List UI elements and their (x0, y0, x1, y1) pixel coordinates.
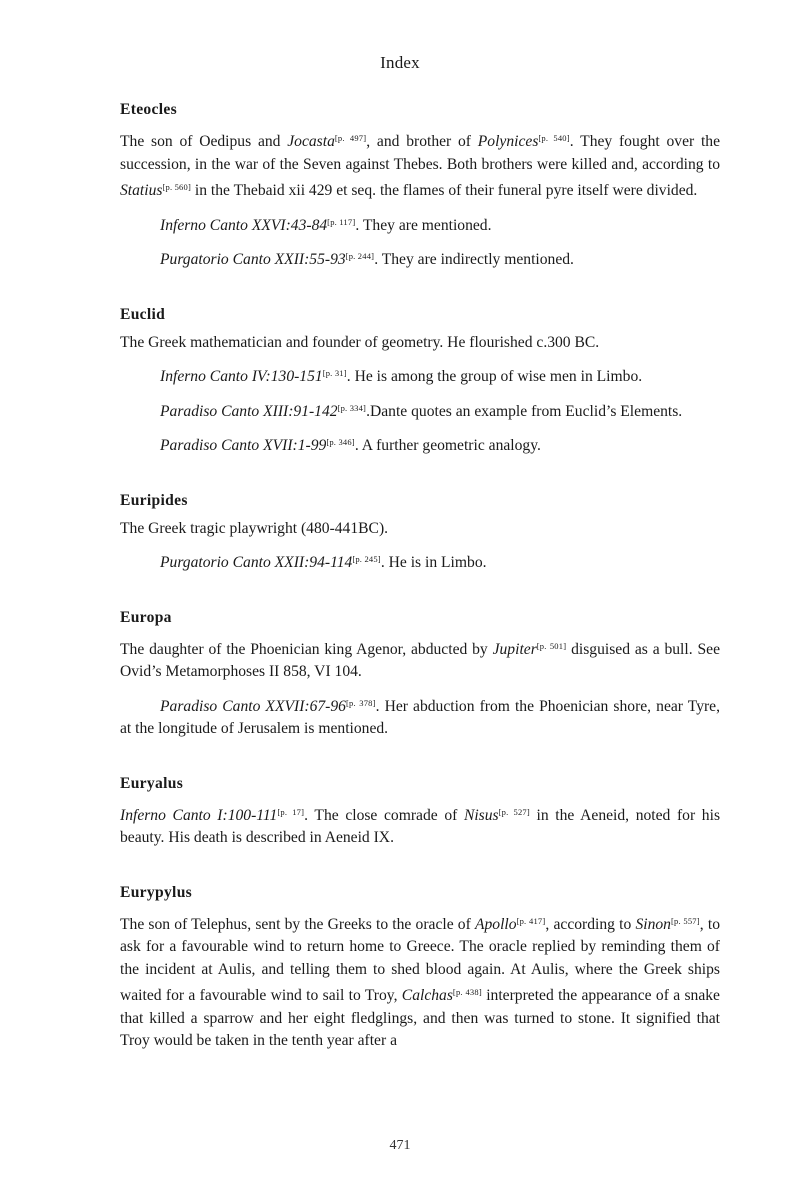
index-entry-euclid (120, 304, 720, 458)
text-run: . The close comrade of (304, 806, 464, 824)
page-reference: [p. 540] (538, 133, 570, 143)
cross-reference-link[interactable]: Apollo (474, 915, 517, 933)
index-entry-eurypylus (120, 882, 720, 1053)
entry-heading: Euryalus (120, 774, 184, 792)
text-run: in the Thebaid xii 429 et seq. the flames of their funeral pyre itself were divided. (190, 182, 698, 199)
text-run: . They are indirectly mentioned. (374, 251, 574, 268)
canto-reference (120, 397, 720, 424)
page-reference: [p. 17] (277, 806, 305, 817)
entry-heading: Europa (120, 608, 172, 626)
text-run: The son of Oedipus and (120, 133, 288, 150)
canto-reference (120, 548, 720, 575)
cross-reference-link[interactable]: Inferno Canto XXVI:43-84 (160, 216, 328, 234)
canto-reference (120, 245, 720, 272)
cross-reference-link[interactable]: Inferno Canto I:100-111 (120, 806, 278, 824)
entry-heading: Eurypylus (120, 883, 193, 901)
entry-description (120, 332, 720, 355)
page-reference: [p. 378] (345, 697, 376, 708)
cross-reference-link[interactable]: Paradiso Canto XXVII:67-96 (160, 697, 346, 715)
entry-heading: Euripides (120, 491, 188, 509)
canto-reference (120, 362, 720, 389)
cross-reference-link[interactable]: Sinon (635, 915, 671, 933)
text-run: in the Aeneid, noted for his beauty. His death is described in Aeneid IX. (120, 806, 721, 846)
text-run: The Greek tragic playwright (480-441BC). (120, 519, 389, 537)
text-run: interpreted the appearance of a snake that killed a sparrow and her eight fledglings, and then was turned to stone. It signified that Troy would be taken in the tenth year after a (120, 987, 720, 1049)
cross-reference-link[interactable]: Purgatorio Canto XXII:55-93 (160, 251, 346, 268)
cross-reference-link[interactable]: Polynices (477, 133, 539, 150)
text-run: , and brother of (366, 133, 478, 150)
cross-reference-link[interactable]: Purgatorio Canto XXII:94-114 (160, 554, 353, 571)
page-reference: [p. 245] (352, 554, 381, 564)
text-run: The daughter of the Phoenician king Agenor, abducted by (120, 640, 493, 658)
cross-reference-link[interactable]: Statius (120, 182, 163, 199)
entry-description (120, 635, 720, 684)
cross-reference-link[interactable]: Inferno Canto IV:130-151 (160, 368, 323, 385)
page-reference: [p. 417] (516, 915, 546, 926)
index-content (120, 99, 720, 1085)
text-run: .Dante quotes an example from Euclid’s Elements. (366, 402, 683, 420)
text-run: . A further geometric analogy. (354, 437, 541, 454)
text-run: , according to (545, 915, 636, 933)
entry-heading: Eteocles (120, 101, 177, 118)
entry-heading: Euclid (120, 305, 166, 323)
cross-reference-link[interactable]: Calchas (401, 987, 453, 1004)
page-reference: [p. 527] (498, 806, 530, 817)
entry-description (120, 127, 720, 203)
page-reference: [p. 31] (322, 368, 347, 378)
page-reference: [p. 117] (327, 216, 356, 227)
canto-reference (120, 692, 720, 741)
cross-reference-link[interactable]: Paradiso Canto XVII:1-99 (160, 437, 327, 454)
text-run: . He is among the group of wise men in Limbo. (346, 368, 643, 385)
canto-reference (120, 431, 720, 458)
text-run: , to ask for a favourable wind to return home to Greece. The oracle replied by reminding them of the incident at Aulis, and telling them to shed blood again. At Aulis, where the Greek ships waited for a favourable wind to sail to Troy, (120, 915, 721, 1004)
page-reference: [p. 244] (345, 251, 375, 261)
cross-reference-link[interactable]: Jocasta (287, 133, 335, 150)
cross-reference-link[interactable]: Paradiso Canto XIII:91-142 (160, 402, 338, 420)
index-entry-euryalus (120, 773, 720, 850)
cross-reference-link[interactable]: Jupiter (492, 640, 537, 658)
entry-description (120, 910, 720, 1053)
text-run: The son of Telephus, sent by the Greeks to the oracle of (120, 915, 475, 933)
page-reference: [p. 334] (337, 402, 367, 413)
page-number: 471 (389, 1138, 411, 1153)
page-reference: [p. 497] (334, 133, 367, 143)
index-entry-europa (120, 607, 720, 741)
cross-reference-link[interactable]: Nisus (463, 806, 499, 824)
text-run: . They are mentioned. (355, 216, 492, 234)
page-reference: [p. 560] (162, 182, 191, 192)
text-run: . Her abduction from the Phoenician shore, near Tyre, at the longitude of Jerusalem is mentioned. (120, 697, 720, 737)
page-reference: [p. 557] (670, 915, 700, 926)
page-reference: [p. 346] (326, 437, 355, 447)
text-run: disguised as a bull. See Ovid’s Metamorphoses II 858, VI 104. (120, 640, 720, 680)
running-header: Index (380, 53, 420, 72)
canto-reference (120, 211, 720, 238)
page-reference: [p. 501] (536, 640, 567, 651)
text-run: The Greek mathematician and founder of geometry. He flourished c.300 BC. (120, 333, 600, 351)
index-entry-euripides (120, 490, 720, 575)
entry-description (120, 801, 720, 850)
text-run: . They fought over the succession, in the war of the Seven against Thebes. Both brothers were killed and, according to (120, 133, 720, 173)
page-reference: [p. 438] (452, 987, 482, 997)
index-entry-eteocles (120, 99, 720, 272)
entry-description (120, 518, 720, 541)
text-run: . He is in Limbo. (380, 554, 487, 571)
